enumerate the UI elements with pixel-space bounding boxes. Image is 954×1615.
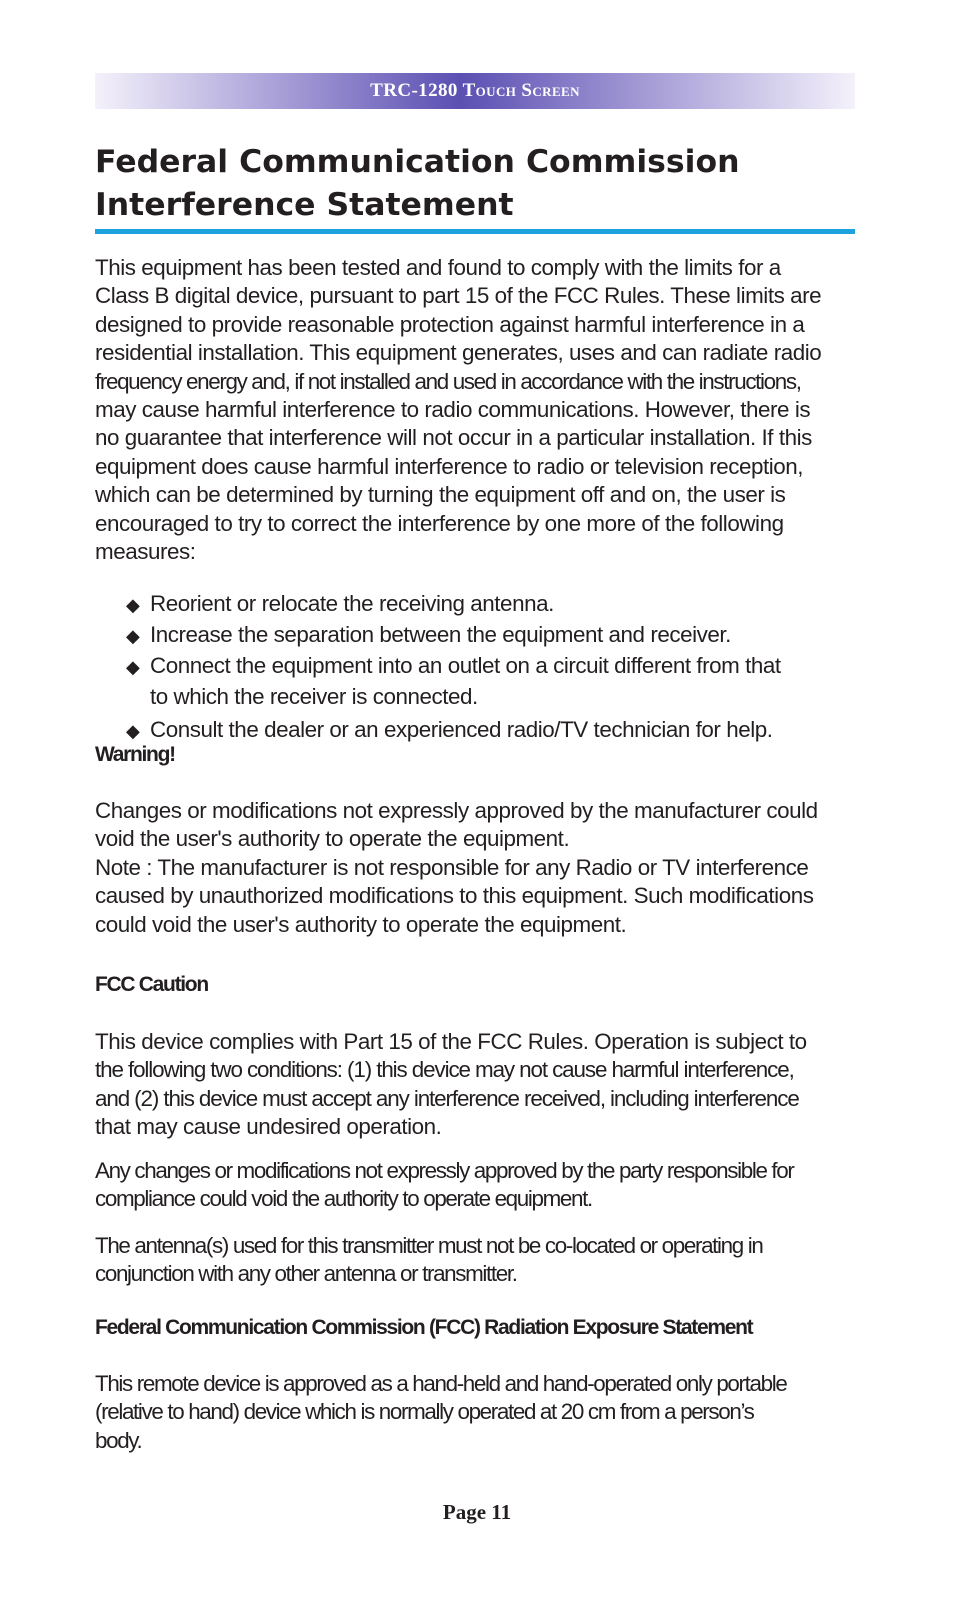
intro-line: residential installation. This equipment generates, uses and can radiate radio	[95, 340, 822, 366]
intro-line: frequency energy and, if not installed and used in accordance with the instructions,	[95, 368, 801, 394]
radiation-line: This remote device is approved as a hand-held and hand-operated only portable	[95, 1371, 787, 1396]
page-title-line-2: Interference Statement	[95, 187, 514, 223]
intro-line: designed to provide reasonable protection against harmful interference in a	[95, 311, 805, 337]
intro-line: equipment does cause harmful interference to radio or television reception,	[95, 453, 804, 479]
list-item	[126, 714, 866, 745]
warning-line: could void the user's authority to operate the equipment.	[95, 911, 627, 937]
intro-line: Class B digital device, pursuant to part 15 of the FCC Rules. These limits are	[95, 283, 822, 309]
list-item-text: Consult the dealer or an experienced radio/TV technician for help.	[150, 717, 773, 742]
list-item-text: Reorient or relocate the receiving antenna.	[150, 591, 554, 616]
fcc-caution-paragraph-1	[95, 1028, 865, 1142]
caution-line: The antenna(s) used for this transmitter must not be co-located or operating in	[95, 1233, 763, 1258]
diamond-bullet-icon: ◆	[126, 721, 140, 741]
warning-paragraph	[95, 797, 865, 939]
header-bar	[95, 73, 855, 109]
page-number: Page 11	[442, 1500, 512, 1524]
caution-line: This device complies with Part 15 of the FCC Rules. Operation is subject to	[95, 1029, 807, 1054]
radiation-paragraph	[95, 1370, 865, 1455]
radiation-heading: Federal Communication Commission (FCC) Radiation Exposure Statement	[95, 1316, 753, 1339]
intro-line: encouraged to try to correct the interference by one more of the following	[95, 510, 784, 536]
intro-line: This equipment has been tested and found to comply with the limits for a	[95, 255, 781, 280]
page-title-line-1: Federal Communication Commission	[95, 144, 740, 180]
page-title	[95, 141, 855, 227]
fcc-caution-heading: FCC Caution	[95, 973, 208, 996]
list-item	[126, 619, 866, 650]
intro-line: no guarantee that interference will not occur in a particular installation. If this	[95, 425, 812, 451]
intro-line: which can be determined by turning the equipment off and on, the user is	[95, 482, 786, 508]
header-title: TRC-1280 Touch Screen	[370, 80, 580, 101]
list-item	[126, 650, 866, 681]
caution-line: conjunction with any other antenna or transmitter.	[95, 1261, 517, 1287]
diamond-bullet-icon: ◆	[126, 657, 140, 677]
warning-line: caused by unauthorized modifications to this equipment. Such modifications	[95, 883, 814, 909]
radiation-line: body.	[95, 1427, 142, 1453]
fcc-caution-paragraph-2	[95, 1157, 865, 1214]
caution-line: and (2) this device must accept any interference received, including interference	[95, 1085, 799, 1111]
caution-line: that may cause undesired operation.	[95, 1114, 442, 1140]
list-item	[126, 588, 866, 619]
radiation-line: (relative to hand) device which is normally operated at 20 cm from a person’s	[95, 1399, 754, 1425]
title-underline	[95, 229, 855, 234]
caution-line: the following two conditions: (1) this device may not cause harmful interference,	[95, 1057, 794, 1083]
warning-line: void the user's authority to operate the equipment.	[95, 826, 570, 852]
list-item-continuation: to which the receiver is connected.	[150, 684, 478, 709]
measures-list	[126, 588, 866, 745]
warning-heading: Warning!	[95, 743, 175, 766]
diamond-bullet-icon: ◆	[126, 626, 140, 646]
intro-line: measures:	[95, 538, 196, 564]
warning-line: Note : The manufacturer is not responsible for any Radio or TV interference	[95, 854, 809, 880]
intro-paragraph	[95, 254, 865, 566]
intro-line: may cause harmful interference to radio communications. However, there is	[95, 396, 811, 422]
caution-line: Any changes or modifications not expressly approved by the party responsible for	[95, 1158, 794, 1183]
diamond-bullet-icon: ◆	[126, 595, 140, 615]
warning-line: Changes or modifications not expressly approved by the manufacturer could	[95, 798, 818, 823]
list-item-text: Increase the separation between the equipment and receiver.	[150, 622, 731, 647]
caution-line: compliance could void the authority to operate equipment.	[95, 1186, 592, 1212]
fcc-caution-paragraph-3	[95, 1232, 865, 1289]
list-item-text: Connect the equipment into an outlet on a circuit different from that	[150, 653, 781, 678]
